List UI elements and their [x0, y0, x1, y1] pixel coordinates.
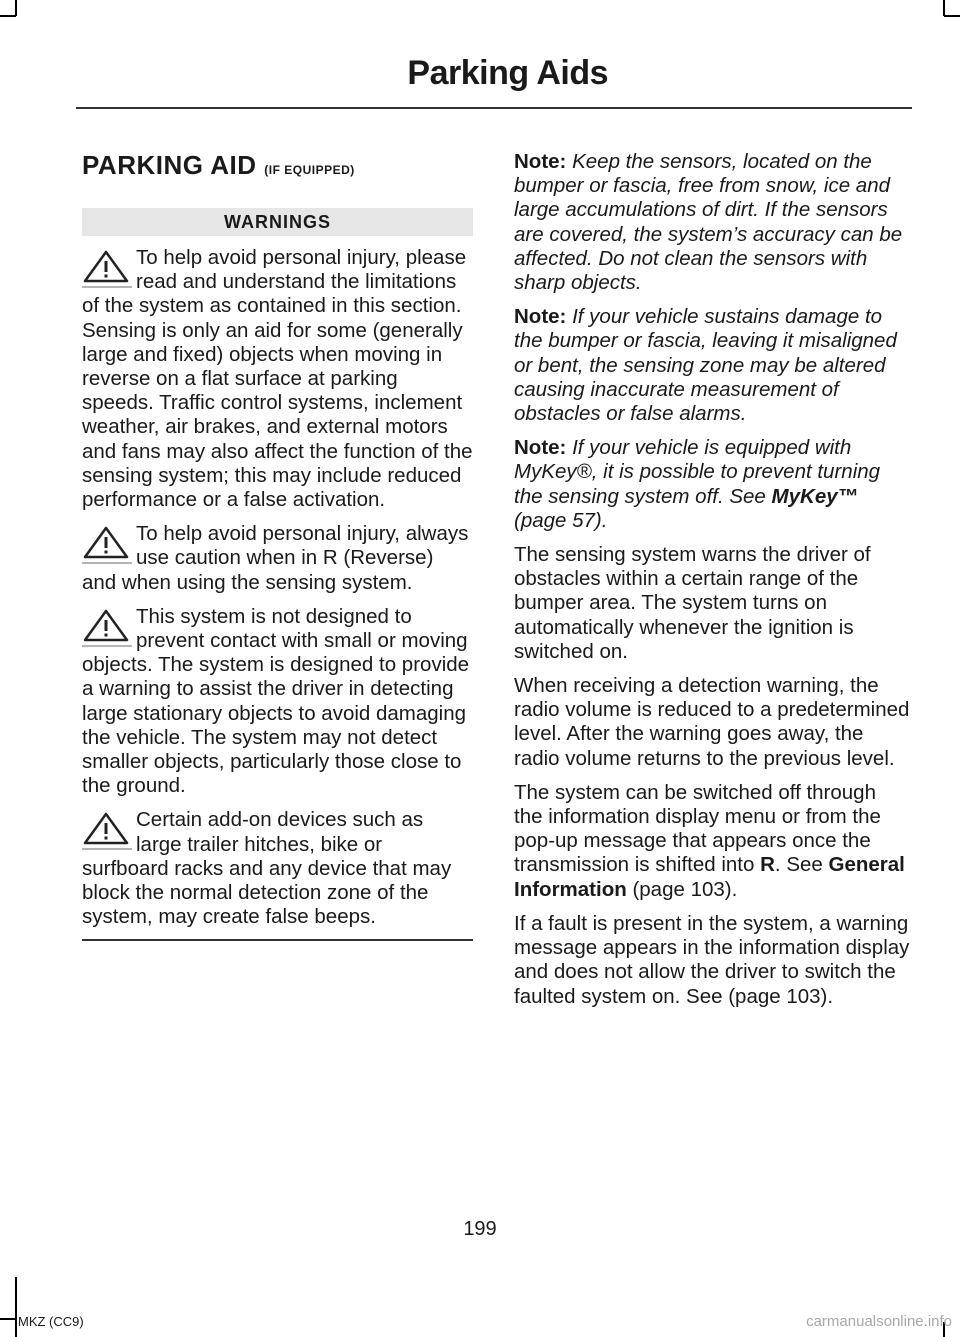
see-text: . See: [774, 853, 823, 877]
crop-mark: [943, 0, 945, 16]
note-label: Note:: [514, 305, 567, 329]
crop-mark: [944, 15, 960, 17]
warning-text: To help avoid personal injury, please read and understand the limitations of the system as contained in this section. Sensing is only an aid for some (generally large and fixed) objects when moving in reverse on a flat surface at parking speeds. Traffic control systems, inclement weather, air brakes, and external motors and fans may also affect the function of the sensing system; this may include reduced performance or a false activation.: [82, 246, 473, 512]
general-information-link[interactable]: General Information: [514, 853, 905, 901]
warnings-heading: WARNINGS: [82, 208, 473, 236]
warning-item: [82, 522, 473, 595]
note-text: If your vehicle is equipped with MyKey®, it is possible to prevent turning the sensing system off. See: [514, 436, 881, 508]
warnings-end-rule: [82, 939, 473, 941]
page-reference: (page 57).: [514, 508, 608, 532]
crop-mark: [0, 15, 16, 17]
warning-item: [82, 808, 473, 929]
note-label: Note:: [514, 436, 567, 460]
mykey-link[interactable]: MyKey™: [771, 484, 859, 508]
section-title: [82, 152, 473, 178]
watermark: carmanualsonline.info: [806, 1313, 952, 1330]
paragraph-text: The system can be switched off through the information display menu or from the pop-up message that appears once the transmission is shifted into: [514, 780, 881, 877]
body-paragraph: If a fault is present in the system, a warning message appears in the information display and does not allow the driver to switch the faulted system on. See (page 103).: [514, 911, 910, 1008]
right-column: [514, 150, 910, 1019]
warning-triangle-icon: [82, 249, 132, 289]
warning-text: Certain add-on devices such as large trailer hitches, bike or surfboard racks and any device that may block the normal detection zone of the system, may create false beeps.: [82, 808, 452, 929]
note-text: Keep the sensors, located on the bumper or fascia, free from snow, ice and large accumulations of dirt. If the sensors are covered, the system’s accuracy can be affected. Do not clean the sensors with sharp objects.: [514, 150, 903, 295]
running-header: Parking Aids: [407, 54, 608, 92]
note-sensors: [514, 150, 910, 295]
body-paragraph: When receiving a detection warning, the radio volume is reduced to a predetermined level. After the warning goes away, the radio volume returns to the previous level.: [514, 674, 910, 770]
note-mykey: [514, 436, 910, 533]
crop-mark: [0, 1318, 16, 1320]
crop-mark: [15, 1277, 17, 1337]
body-paragraph: The sensing system warns the driver of obstacles within a certain range of the bumper area. The system turns on automatically whenever the ignition is switched on.: [514, 543, 871, 663]
note-damage: [514, 305, 910, 426]
warning-text: To help avoid personal injury, always use caution when in R (Reverse) and when using the sensing system.: [82, 522, 469, 594]
note-text: If your vehicle sustains damage to the bumper or fascia, leaving it misaligned or bent, the sensing zone may be altered causing inaccurate measurement of obstacles or false alarms.: [514, 305, 897, 426]
warning-text: This system is not designed to prevent contact with small or moving objects. The system is designed to provide a warning to assist the driver in detecting large stationary objects to avoid damaging the vehicle. The system may not detect smaller objects, particularly those close to the ground.: [82, 604, 470, 798]
warning-triangle-icon: [82, 608, 132, 648]
crop-mark: [15, 0, 17, 16]
section-title-text: PARKING AID: [82, 150, 257, 180]
section-qualifier: (IF EQUIPPED): [264, 163, 355, 177]
warning-item: [82, 605, 473, 799]
model-code: MKZ (CC9): [18, 1314, 84, 1329]
warning-triangle-icon: [82, 811, 132, 851]
body-paragraph: [514, 781, 910, 902]
warning-item: [82, 246, 473, 512]
left-column: [82, 150, 473, 941]
note-label: Note:: [514, 150, 567, 173]
gear-reverse: R: [760, 853, 775, 877]
page-reference: (page 103).: [632, 877, 738, 901]
header-rule: [76, 107, 912, 109]
warning-triangle-icon: [82, 525, 132, 565]
page-number: 199: [463, 1218, 497, 1240]
